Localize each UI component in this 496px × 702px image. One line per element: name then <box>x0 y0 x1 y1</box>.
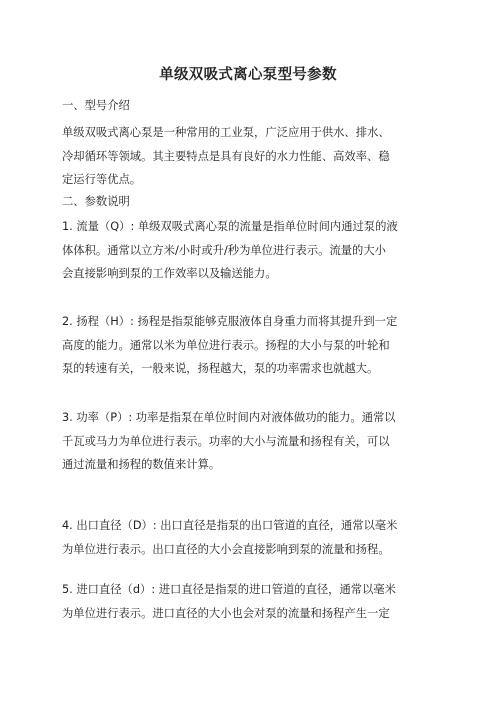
paragraph-line: 为单位进行表示。出口直径的大小会直接影响到泵的流量和扬程。 <box>62 542 390 556</box>
paragraph-line: 2. 扬程（H）: 扬程是指泵能够克服液体自身重力而将其提升到一定 <box>62 315 398 328</box>
paragraph-line: 通过流量和扬程的数值来计算。 <box>62 458 221 472</box>
param-item-power <box>62 406 432 477</box>
section-heading-model-intro: 一、型号介绍 <box>62 99 130 112</box>
paragraph-line: 为单位进行表示。进口直径的大小也会对泵的流量和扬程产生一定 <box>62 606 390 620</box>
paragraph-line: 3. 功率（P）: 功率是指泵在单位时间内对液体做功的能力。通常以 <box>62 411 396 424</box>
document-title: 单级双吸式离心泵型号参数 <box>159 67 337 83</box>
paragraph-line: 千瓦或马力为单位进行表示。功率的大小与流量和扬程有关，可以 <box>62 434 390 448</box>
section-heading-parameters: 二、参数说明 <box>62 195 130 208</box>
paragraph-line: 5. 进口直径（d）: 进口直径是指泵的进口管道的直径，通常以毫米 <box>62 583 396 596</box>
paragraph-model-intro <box>62 121 432 192</box>
paragraph-line: 泵的转速有关，一般来说，扬程越大，泵的功率需求也就越大。 <box>62 362 379 376</box>
paragraph-line: 冷却循环等领域。其主要特点是具有良好的水力性能、高效率、稳 <box>62 149 390 163</box>
param-item-outlet-diameter <box>62 514 432 561</box>
paragraph-line: 定运行等优点。 <box>62 173 142 187</box>
paragraph-line: 4. 出口直径（D）: 出口直径是指泵的出口管道的直径，通常以毫米 <box>62 519 398 532</box>
param-item-head <box>62 310 432 381</box>
param-item-flow <box>62 215 432 286</box>
paragraph-line: 体体积。通常以立方米/小时或升/秒为单位进行表示。流量的大小 <box>62 243 386 257</box>
paragraph-line: 会直接影响到泵的工作效率以及输送能力。 <box>62 267 277 281</box>
paragraph-line: 单级双吸式离心泵是一种常用的工业泵，广泛应用于供水、排水、 <box>62 126 390 139</box>
param-item-inlet-diameter <box>62 578 432 625</box>
paragraph-line: 1. 流量（Q）: 单级双吸式离心泵的流量是指单位时间内通过泵的液 <box>62 220 398 233</box>
paragraph-line: 高度的能力。通常以米为单位进行表示。扬程的大小与泵的叶轮和 <box>62 338 390 352</box>
